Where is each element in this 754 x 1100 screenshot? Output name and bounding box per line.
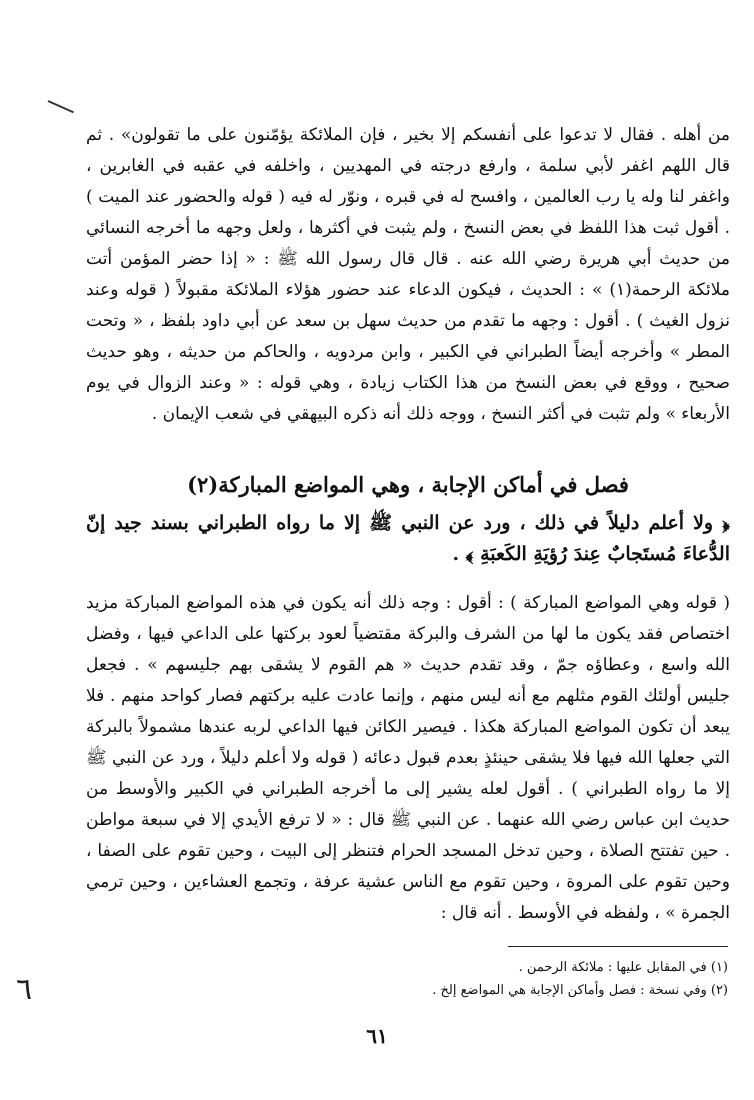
footnote-2: (٢) وفي نسخة : فصل وأماكن الإجابة هي المواضع إلخ . (432, 983, 728, 998)
footnote-separator (508, 946, 728, 947)
matn-text: ﴿ ولا أعلم دليلاً في ذلك ، ورد عن النبي ﷺ إلا ما رواه الطبراني بسند جيد إنّ الدُّعاءَ مُستَجابٌ عِندَ رُؤيَةِ الكَعبَةِ ﴾ . (86, 512, 730, 565)
footnote-1: (١) في المقابل عليها : ملائكة الرحمن . (518, 960, 728, 975)
corner-pen-mark (48, 100, 74, 113)
page-number: ٦١ (366, 1024, 388, 1048)
footnotes (300, 956, 728, 1002)
section-heading: فصل في أماكن الإجابة ، وهي المواضع المباركة(٢) (187, 472, 629, 497)
body-paragraph-1: من أهله . فقال لا تدعوا على أنفسكم إلا بخير ، فإن الملائكة يؤمّنون على ما تقولون» . ثم قال اللهم اغفر لأبي سلمة ، وارفع درجته في المهديين ، واخلفه في عقبه في الغابرين ، واغفر لنا وله يا رب العالمين ، وافسح له في قبره ، ونوّر له فيه ( قوله والحضور عند الميت ) . أقول ثبت هذا اللفظ في بعض النسخ ، ولم يثبت في أكثرها ، ولعل وجهه ما أخرجه النسائي من حديث أبي هريرة رضي الله عنه . قال قال رسول الله ﷺ : « إذا حضر المؤمن أتت ملائكة الرحمة(١) » : الحديث ، فيكون الدعاء عند حضور هؤلاء الملائكة مقبولاً ( قوله وعند نزول الغيث ) . أقول : وجهه ما تقدم من حديث سهل بن سعد عن أبي داود بلفظ ، « وتحت المطر » وأخرجه أيضاً الطبراني في الكبير ، وابن مردويه ، والحاكم من حديثه ، وهو حديث صحيح ، ووقع في بعض النسخ من هذا الكتاب زيادة ، وهي قوله : « وعند الزوال في يوم الأربعاء » ولم تثبت في أكثر النسخ ، ووجه ذلك أنه ذكره البيهقي في شعب الإيمان . (86, 125, 731, 424)
margin-handwritten-mark: ٦ (16, 972, 33, 1007)
body-paragraph-2: ( قوله وهي المواضع المباركة ) : أقول : وجه ذلك أنه يكون في هذه المواضع المباركة مزيد اختصاص فقد يكون ما لها من الشرف والبركة مقتضياً لعود بركتها على الداعي فيها ، وفضل الله واسع ، وعطاؤه جمّ ، وقد تقدم حديث « هم القوم لا يشقى بهم جليسهم » . فجعل جليس أولئك القوم مثلهم مع أنه ليس منهم ، وإنما عادت عليه بركتهم فصار كواحد منهم . فلا يبعد أن تكون المواضع المباركة هكذا . فيصير الكائن فيها الداعي لربه عندها مشمولاً بالبركة التي جعلها الله فيها فلا يشقى حينئذٍ بعدم قبول دعائه ( قوله ولا أعلم دليلاً ، ورد عن النبي ﷺ إلا ما رواه الطبراني ) . أقول لعله يشير إلى ما أخرجه الطبراني في الكبير والأوسط من حديث ابن عباس رضي الله عنهما . عن النبي ﷺ قال : « لا ترفع الأيدي إلا في سبعة مواطن . حين تفتتح الصلاة ، وحين تدخل المسجد الحرام فتنظر إلى البيت ، وحين تقوم على الصفا ، وحين تقوم على المروة ، وحين تقوم مع الناس عشية عرفة ، وتجمع العشاءين ، وحين ترمي الجمرة » ، ولفظه في الأوسط . أنه قال : (86, 593, 730, 923)
